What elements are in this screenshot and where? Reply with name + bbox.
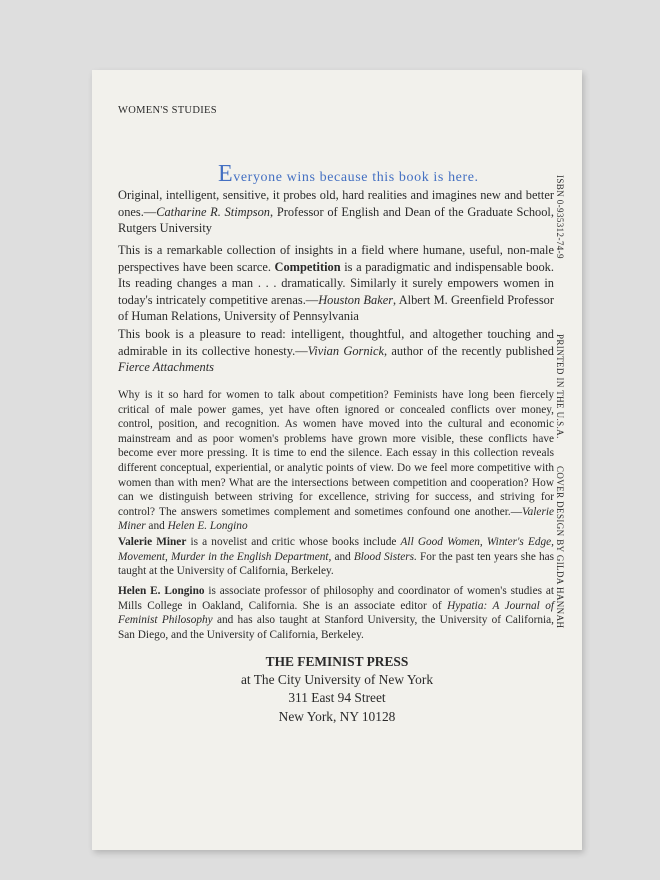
- headline: [218, 162, 479, 186]
- blurb-affiliation: , Albert M. Greenfield Professor of Human Relations, University of Pennsylvania: [118, 292, 554, 324]
- bio-text: is a novelist and critic whose books include: [186, 536, 401, 548]
- publisher-city: New York, NY 10128: [278, 708, 396, 724]
- blurb-gornick: [118, 326, 554, 376]
- bio-text: For the past ten years she has taught at the University of California, Berkeley.: [118, 550, 555, 578]
- blurb-text: Original, intelligent, sensitive, it probes old, hard realities and imagines new and better ones.—: [118, 188, 554, 219]
- cover-design-vertical: COVER DESIGN BY GILDA HANNAH: [555, 466, 565, 629]
- blurb-author: Catharine R. Stimpson: [156, 204, 270, 219]
- publisher-block: [92, 653, 582, 726]
- bio-miner: [118, 535, 554, 579]
- blurb-work: Fierce Attachments: [118, 360, 214, 375]
- bio-name: Helen E. Longino: [118, 585, 205, 597]
- blurb-stimpson: [118, 187, 554, 237]
- blurb-text: This is a remarkable collection of insights in a field where humane, useful, non-male perspectives have been scarce.: [118, 243, 554, 274]
- publisher-line: at The City University of New York: [240, 672, 434, 688]
- bio-works: Hypatia: A Journal of Feminist Philosophy: [118, 599, 554, 627]
- bio-text: and has also taught at Stanford University, the University of California, San Diego, and the University of California, Berkeley.: [118, 614, 554, 641]
- bio-works: Blood Sisters.: [353, 550, 417, 563]
- blurb-baker: [118, 242, 554, 325]
- blurb-author: Houston Baker: [318, 292, 394, 307]
- editor-name: Helen E. Longino: [167, 520, 248, 533]
- bio-text: and: [331, 550, 354, 563]
- printed-vertical: PRINTED IN THE U.S.A.: [555, 334, 565, 439]
- headline-rest: veryone wins because this book is here.: [233, 170, 479, 185]
- blurb-affiliation: , Professor of English and Dean of the Graduate School, Rutgers University: [118, 204, 554, 236]
- bio-text: is associate professor of philosophy and coordinator of women's studies at Mills College in Oakland, California. She is an associate editor of: [118, 585, 554, 612]
- blurb-text: is a paradigmatic and indispensable book. Its reading changes a man . . . dramatically. Similarly it surely empowers women in today's intricately competitive arenas.—: [118, 259, 554, 307]
- description-and: and: [145, 520, 168, 533]
- blurb-affiliation: , author of the recently published: [384, 343, 554, 358]
- isbn-vertical: ISBN 0-935312-74-9: [555, 175, 565, 259]
- book-title: Competition: [274, 259, 341, 274]
- description-text: Why is it so hard for women to talk about competition? Feminists have long been fiercely critical of male power games, yet have often ignored or concealed conflicts over money, control, position, and recognition. As women have moved into the cultural and economic mainstream and as poor women's problems have grown more visible, these conflicts have become ever more pressing. It is time to end the silence. Each essay in this collection reveals different conceptual, experiential, or analytic points of view. Do we feel more competitive with women than with men? What are the intersections between competition and cooperation? How can we distinguish between striving for excellence, striving for success, and striving for control? The answers sometimes complement and sometimes confound one another.—: [118, 389, 554, 518]
- book-description: [118, 388, 554, 534]
- category-label: WOMEN'S STUDIES: [118, 105, 217, 116]
- blurb-author: Vivian Gornick: [307, 343, 384, 358]
- book-back-cover: [92, 70, 582, 850]
- blurb-text: This book is a pleasure to read: intelligent, thoughtful, and altogether touching and admirable in its collective honesty.—: [118, 327, 554, 358]
- headline-initial: E: [218, 161, 234, 187]
- bio-longino: [118, 584, 554, 642]
- bio-works: All Good Women, Winter's Edge, Movement, Murder in the English Department,: [118, 536, 554, 563]
- publisher-address: 311 East 94 Street: [288, 690, 386, 706]
- publisher-name: THE FEMINIST PRESS: [265, 654, 409, 669]
- editor-name: Valerie Miner: [118, 505, 554, 533]
- bio-name: Valerie Miner: [118, 536, 187, 548]
